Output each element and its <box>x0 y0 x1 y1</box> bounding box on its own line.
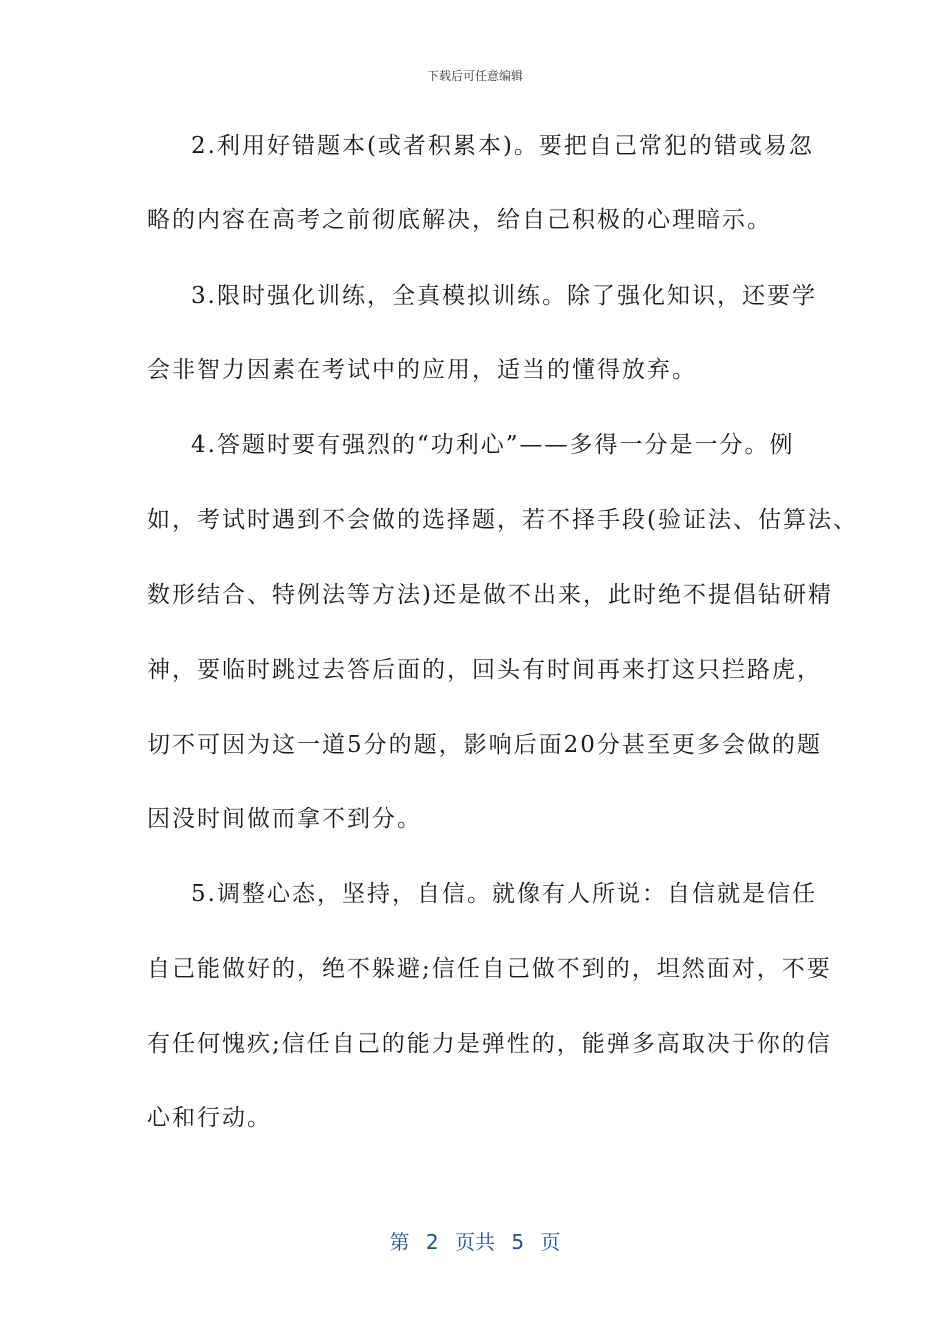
text-line: 3.限时强化训练，全真模拟训练。除了强化知识，还要学 <box>191 283 817 309</box>
text-line: 神，要临时跳过去答后面的，回头有时间再来打这只拦路虎， <box>147 657 822 683</box>
text-line: 切不可因为这一道5分的题，影响后面20分甚至更多会做的题 <box>147 732 822 758</box>
text-line: 4.答题时要有强烈的“功利心”——多得一分是一分。例 <box>191 432 795 458</box>
page-number: 第 2 页共 5 页 <box>389 1230 561 1254</box>
header-note: 下载后可任意编辑 <box>426 69 523 83</box>
text-line: 因没时间做而拿不到分。 <box>147 806 422 832</box>
text-line: 2.利用好错题本(或者积累本)。要把自己常犯的错或易忽 <box>191 133 814 159</box>
text-line: 略的内容在高考之前彻底解决，给自己积极的心理暗示。 <box>147 207 772 233</box>
text-line: 如，考试时遇到不会做的选择题，若不择手段(验证法、估算法、 <box>147 507 858 533</box>
text-line: 心和行动。 <box>147 1105 272 1131</box>
text-line: 自己能做好的，绝不躲避;信任自己做不到的，坦然面对，不要 <box>147 956 832 982</box>
text-line: 有任何愧疚;信任自己的能力是弹性的，能弹多高取决于你的信 <box>147 1031 832 1057</box>
text-line: 5.调整心态，坚持，自信。就像有人所说：自信就是信任 <box>191 881 817 907</box>
text-line: 数形结合、特例法等方法)还是做不出来，此时绝不提倡钻研精 <box>147 582 833 608</box>
text-line: 会非智力因素在考试中的应用，适当的懂得放弃。 <box>147 357 697 383</box>
